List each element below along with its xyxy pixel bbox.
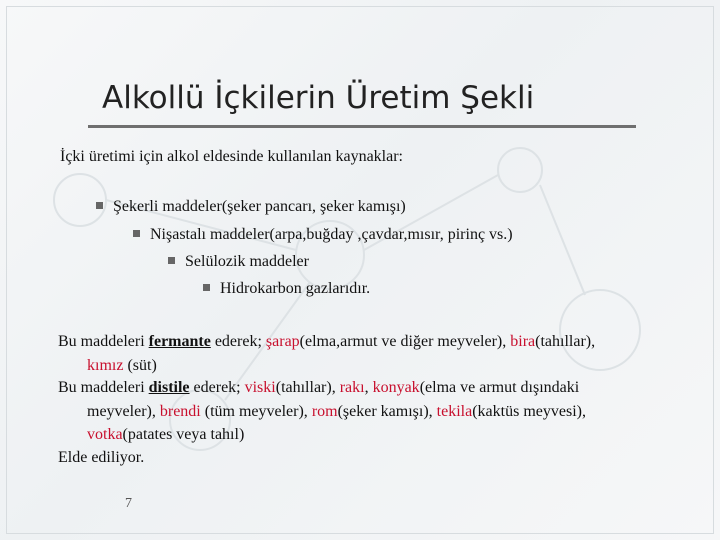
bullet-marker bbox=[203, 284, 210, 291]
page-number: 7 bbox=[125, 496, 132, 511]
bullet-item: Şekerli maddeler(şeker pancarı, şeker kamışı) bbox=[96, 198, 406, 216]
bullet-marker bbox=[96, 202, 103, 209]
bullet-item: Hidrokarbon gazlarıdır. bbox=[203, 280, 370, 298]
intro-text: İçki üretimi için alkol eldesinde kullanılan kaynaklar: bbox=[60, 148, 403, 165]
slide-title: Alkollü İçkilerin Üretim Şekli bbox=[102, 80, 535, 116]
title-underline bbox=[88, 125, 636, 128]
bullet-marker bbox=[168, 257, 175, 264]
bullet-item: Selülozik maddeler bbox=[168, 253, 309, 271]
closing-text: Elde ediliyor. bbox=[58, 449, 145, 466]
fermentation-paragraph: Bu maddeleri fermante ederek; şarap(elma,armut ve diğer meyveler), bira(tahıllar), kımız (süt) bbox=[58, 333, 596, 374]
bullet-item: Nişastalı maddeler(arpa,buğday ,çavdar,mısır, pirinç vs.) bbox=[133, 226, 513, 244]
bullet-marker bbox=[133, 230, 140, 237]
distillation-paragraph: Bu maddeleri distile ederek; viski(tahıllar), rakı, konyak(elma ve armut dışındaki meyveler), brendi (tüm meyveler), rom(şeker kamışı), tekila(kaktüs meyvesi), votka(patates veya tahıl) bbox=[58, 379, 586, 443]
